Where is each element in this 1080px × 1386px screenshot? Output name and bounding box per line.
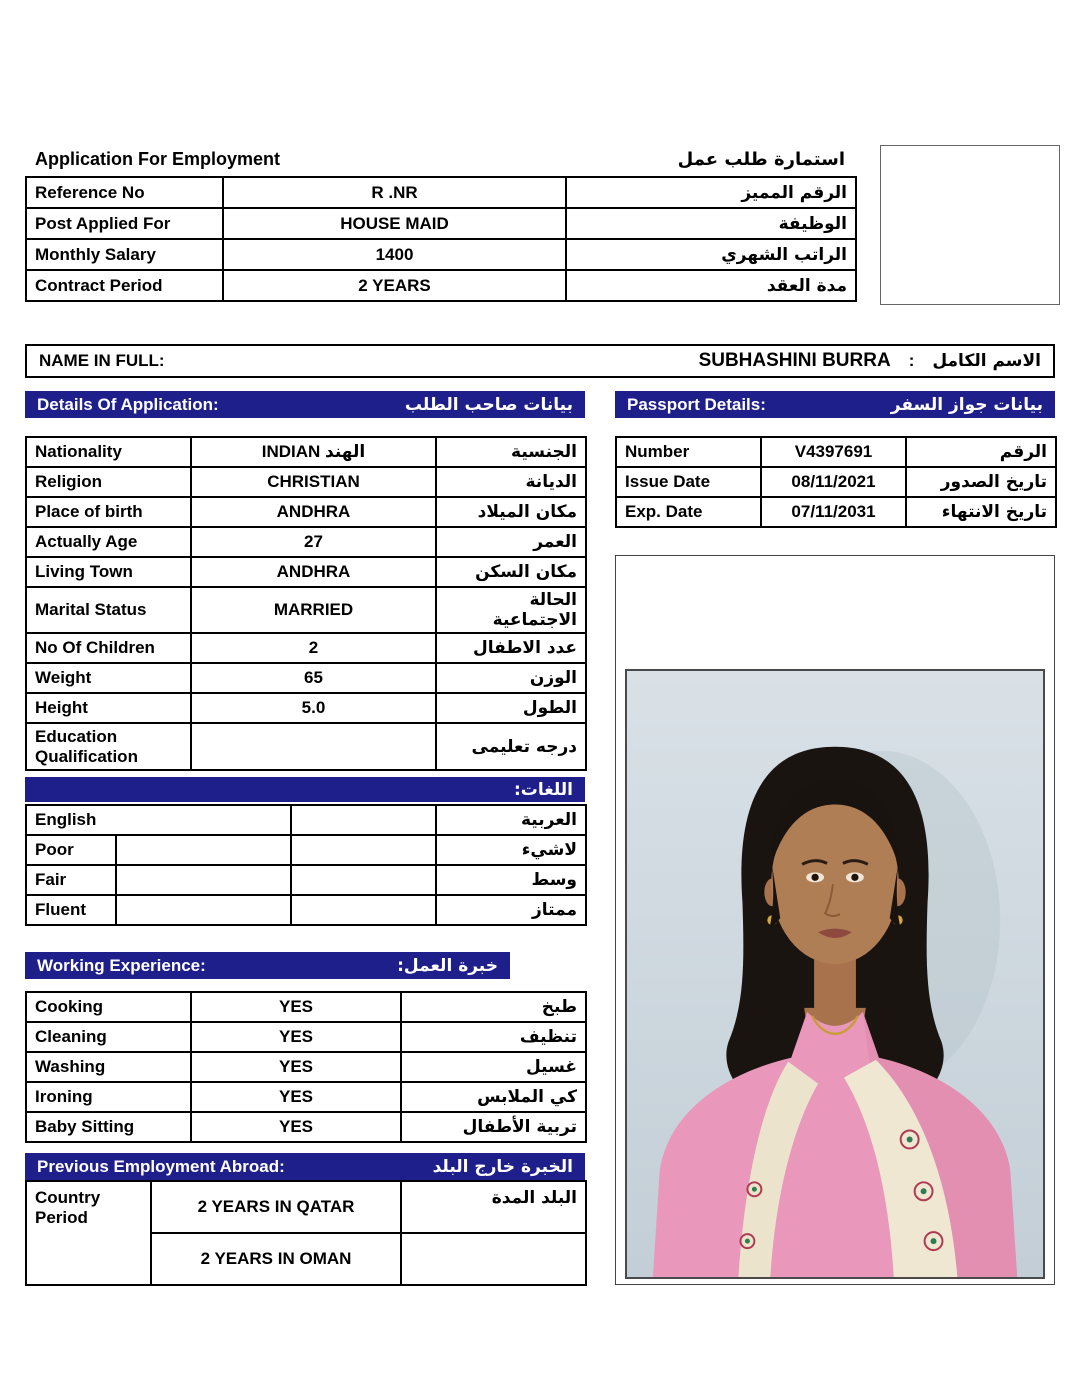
table-row [616, 437, 1056, 467]
field-label: Height [26, 693, 191, 723]
field-value: CHRISTIAN [191, 467, 436, 497]
experience-table [25, 991, 587, 1143]
form-header [25, 146, 855, 172]
photo-frame [615, 555, 1055, 1285]
field-value: HOUSE MAID [223, 208, 566, 239]
previous-title-arabic: الخبرة خارج البلد [432, 1156, 573, 1177]
field-value: YES [191, 992, 401, 1022]
field-label-arabic: الوظيفة [566, 208, 856, 239]
full-name-row [25, 344, 1055, 378]
table-row [26, 723, 586, 770]
table-row [26, 587, 586, 633]
experience-section-header [25, 952, 510, 979]
field-value: V4397691 [761, 437, 906, 467]
field-label: Exp. Date [616, 497, 761, 527]
table-row [26, 865, 586, 895]
field-label: Cooking [26, 992, 191, 1022]
field-label: Fair [26, 865, 116, 895]
field-value [191, 723, 436, 770]
field-label-arabic: البلد المدة [401, 1181, 586, 1233]
field-label: Contract Period [26, 270, 223, 301]
field-label-arabic: وسط [436, 865, 586, 895]
table-row [26, 663, 586, 693]
field-value: 2 YEARS IN OMAN [151, 1233, 401, 1285]
field-value: 2 YEARS [223, 270, 566, 301]
table-row [26, 239, 856, 270]
field-label-arabic: العمر [436, 527, 586, 557]
field-value: MARRIED [191, 587, 436, 633]
field-label: Country Period [26, 1181, 151, 1285]
field-label: Weight [26, 663, 191, 693]
field-value [291, 895, 436, 925]
table-row [26, 208, 856, 239]
field-value [291, 835, 436, 865]
table-row [26, 270, 856, 301]
languages-table [25, 804, 587, 926]
stamp-photo-placeholder-box [880, 145, 1060, 305]
form-title-arabic: استمارة طلب عمل [677, 148, 845, 170]
field-value: 27 [191, 527, 436, 557]
field-label-arabic: الحالة الاجتماعية [436, 587, 586, 633]
field-label-arabic: كي الملابس [401, 1082, 586, 1112]
field-label-arabic: مكان الميلاد [436, 497, 586, 527]
name-label-arabic: الاسم الكامل [932, 351, 1041, 371]
field-label-arabic: مكان السكن [436, 557, 586, 587]
table-row [26, 693, 586, 723]
table-row [26, 1052, 586, 1082]
passport-section-header [615, 391, 1055, 418]
field-label-arabic: الديانة [436, 467, 586, 497]
field-label-arabic: تربية الأطفال [401, 1112, 586, 1142]
field-label-arabic: تاريخ الانتهاء [906, 497, 1056, 527]
table-row [26, 527, 586, 557]
field-value-empty [116, 865, 291, 895]
field-label: No Of Children [26, 633, 191, 663]
previous-employment-table [25, 1180, 587, 1286]
form-title-english: Application For Employment [35, 148, 281, 169]
languages-section-header [25, 777, 585, 802]
field-label: Fluent [26, 895, 116, 925]
field-label-arabic: غسيل [401, 1052, 586, 1082]
field-value: 2 YEARS IN QATAR [151, 1181, 401, 1233]
field-label: Monthly Salary [26, 239, 223, 270]
table-row [26, 1082, 586, 1112]
field-label-arabic: تاريخ الصدور [906, 467, 1056, 497]
table-row [26, 557, 586, 587]
passport-table [615, 436, 1057, 528]
field-label: Place of birth [26, 497, 191, 527]
field-label-arabic: طبخ [401, 992, 586, 1022]
field-label: Religion [26, 467, 191, 497]
field-label-arabic: الطول [436, 693, 586, 723]
field-label: Post Applied For [26, 208, 223, 239]
table-row [26, 437, 586, 467]
field-value: 07/11/2031 [761, 497, 906, 527]
field-label-arabic [401, 1233, 586, 1285]
field-value [291, 805, 436, 835]
field-label: Education Qualification [26, 723, 191, 770]
portrait-illustration [627, 671, 1043, 1277]
field-value: ANDHRA [191, 557, 436, 587]
field-label-arabic: العربية [436, 805, 586, 835]
field-value: 08/11/2021 [761, 467, 906, 497]
table-row [616, 497, 1056, 527]
field-label: Cleaning [26, 1022, 191, 1052]
field-value: 2 [191, 633, 436, 663]
details-title-english: Details Of Application: [37, 394, 219, 414]
table-row [26, 633, 586, 663]
field-value-empty [116, 835, 291, 865]
field-value: R .NR [223, 177, 566, 208]
field-label-arabic: الراتب الشهري [566, 239, 856, 270]
field-label-arabic: لاشيء [436, 835, 586, 865]
application-summary-table [25, 176, 857, 302]
name-label: NAME IN FULL: [39, 351, 165, 370]
field-value-empty [116, 895, 291, 925]
details-table [25, 436, 587, 771]
table-row [616, 467, 1056, 497]
field-label: English [26, 805, 291, 835]
table-row [26, 835, 586, 865]
field-label: Baby Sitting [26, 1112, 191, 1142]
table-row [26, 895, 586, 925]
field-label: Issue Date [616, 467, 761, 497]
details-section-header [25, 391, 585, 418]
field-value: YES [191, 1022, 401, 1052]
field-label-arabic: عدد الاطفال [436, 633, 586, 663]
field-label: Reference No [26, 177, 223, 208]
table-row [26, 1112, 586, 1142]
field-label-arabic: الرقم [906, 437, 1056, 467]
table-row [26, 177, 856, 208]
previous-title-english: Previous Employment Abroad: [37, 1156, 285, 1176]
passport-title-arabic: بيانات جواز السفر [890, 394, 1043, 415]
passport-title-english: Passport Details: [627, 394, 766, 414]
table-row [26, 467, 586, 497]
field-label: Number [616, 437, 761, 467]
field-label-arabic: تنظيف [401, 1022, 586, 1052]
field-label-arabic: درجه تعليمى [436, 723, 586, 770]
field-label-arabic: الرقم المميز [566, 177, 856, 208]
field-value: YES [191, 1112, 401, 1142]
field-label: Poor [26, 835, 116, 865]
field-label: Marital Status [26, 587, 191, 633]
name-value-group [699, 350, 1041, 372]
applicant-photo [625, 669, 1045, 1279]
field-label-arabic: الجنسية [436, 437, 586, 467]
field-value: YES [191, 1052, 401, 1082]
field-value: 5.0 [191, 693, 436, 723]
previous-employment-section-header [25, 1153, 585, 1180]
field-value: 65 [191, 663, 436, 693]
details-title-arabic: بيانات صاحب الطلب [404, 394, 573, 415]
table-row [26, 1022, 586, 1052]
field-label-arabic: ممتاز [436, 895, 586, 925]
applicant-name: SUBHASHINI BURRA [698, 350, 891, 371]
field-label: Washing [26, 1052, 191, 1082]
languages-title-arabic: اللغات: [513, 779, 573, 800]
field-label-arabic: الوزن [436, 663, 586, 693]
field-value: INDIAN الهند [191, 437, 436, 467]
experience-title-english: Working Experience: [37, 955, 206, 975]
field-label: Living Town [26, 557, 191, 587]
field-label-arabic: مدة العقد [566, 270, 856, 301]
field-value: YES [191, 1082, 401, 1112]
field-value [291, 865, 436, 895]
field-label: Nationality [26, 437, 191, 467]
field-label: Ironing [26, 1082, 191, 1112]
field-value: 1400 [223, 239, 566, 270]
table-row [26, 805, 586, 835]
table-row [26, 992, 586, 1022]
field-value: ANDHRA [191, 497, 436, 527]
experience-title-arabic: خبرة العمل: [397, 955, 498, 976]
separator-colon: : [908, 351, 915, 370]
table-row [26, 497, 586, 527]
field-label: Actually Age [26, 527, 191, 557]
table-row [26, 1181, 586, 1233]
